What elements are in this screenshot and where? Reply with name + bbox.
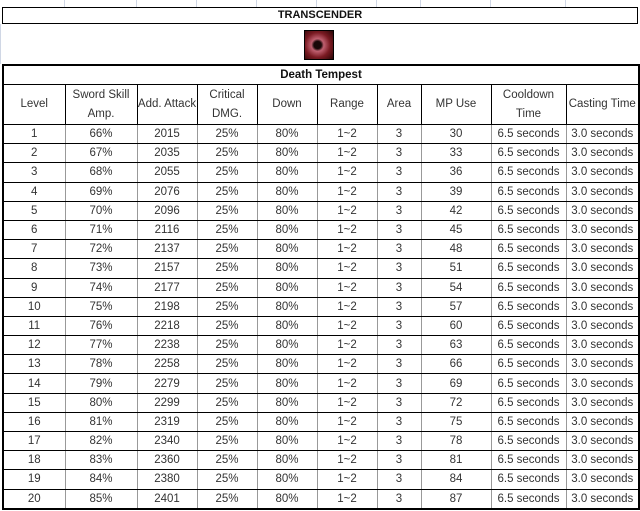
table-cell: 2401 — [137, 489, 197, 509]
table-cell: 78 — [421, 432, 491, 451]
table-cell: 9 — [3, 278, 65, 297]
table-cell: 3 — [377, 489, 421, 509]
table-cell: 25% — [197, 355, 257, 374]
table-cell: 3 — [377, 336, 421, 355]
table-row — [3, 163, 639, 182]
table-cell: 25% — [197, 240, 257, 259]
table-cell: 30 — [421, 125, 491, 144]
table-cell: 80% — [257, 374, 317, 393]
table-cell: 6.5 seconds — [491, 144, 566, 163]
table-cell: 1~2 — [317, 336, 377, 355]
table-cell: 48 — [421, 240, 491, 259]
table-cell: 57 — [421, 297, 491, 316]
column-header: Cooldown Time — [491, 85, 566, 125]
column-header: Sword Skill Amp. — [65, 85, 137, 125]
table-cell: 67% — [65, 144, 137, 163]
table-cell: 3 — [377, 201, 421, 220]
table-cell: 25% — [197, 278, 257, 297]
table-row — [3, 220, 639, 239]
table-cell: 6.5 seconds — [491, 259, 566, 278]
table-cell: 4 — [3, 182, 65, 201]
table-cell: 20 — [3, 489, 65, 509]
table-row — [3, 278, 639, 297]
column-header: Critical DMG. — [197, 85, 257, 125]
table-cell: 69% — [65, 182, 137, 201]
table-cell: 2238 — [137, 336, 197, 355]
table-cell: 6 — [3, 220, 65, 239]
table-cell: 33 — [421, 144, 491, 163]
table-cell: 1~2 — [317, 374, 377, 393]
table-cell: 76% — [65, 316, 137, 335]
table-cell: 2360 — [137, 451, 197, 470]
table-cell: 2096 — [137, 201, 197, 220]
column-header: Area — [377, 85, 421, 125]
table-cell: 3 — [377, 355, 421, 374]
table-cell: 2218 — [137, 316, 197, 335]
table-cell: 80% — [65, 393, 137, 412]
skill-table — [2, 64, 640, 510]
column-headers — [3, 85, 639, 125]
table-cell: 3 — [377, 451, 421, 470]
table-cell: 3.0 seconds — [566, 374, 639, 393]
table-cell: 2319 — [137, 412, 197, 431]
table-cell: 6.5 seconds — [491, 336, 566, 355]
table-cell: 80% — [257, 259, 317, 278]
table-cell: 1~2 — [317, 240, 377, 259]
table-cell: 3 — [377, 278, 421, 297]
table-cell: 1~2 — [317, 144, 377, 163]
table-cell: 3.0 seconds — [566, 432, 639, 451]
table-cell: 80% — [257, 220, 317, 239]
table-cell: 6.5 seconds — [491, 355, 566, 374]
table-cell: 6.5 seconds — [491, 489, 566, 509]
table-row — [3, 125, 639, 144]
table-cell: 6.5 seconds — [491, 316, 566, 335]
table-cell: 6.5 seconds — [491, 412, 566, 431]
table-cell: 1 — [3, 125, 65, 144]
table-row — [3, 144, 639, 163]
table-cell: 25% — [197, 336, 257, 355]
table-cell: 2279 — [137, 374, 197, 393]
table-cell: 3 — [377, 432, 421, 451]
table-cell: 80% — [257, 144, 317, 163]
table-cell: 6.5 seconds — [491, 432, 566, 451]
table-cell: 2055 — [137, 163, 197, 182]
table-cell: 3.0 seconds — [566, 220, 639, 239]
table-cell: 1~2 — [317, 451, 377, 470]
table-cell: 6.5 seconds — [491, 278, 566, 297]
table-cell: 3.0 seconds — [566, 336, 639, 355]
table-cell: 85% — [65, 489, 137, 509]
table-cell: 2137 — [137, 240, 197, 259]
table-cell: 81 — [421, 451, 491, 470]
table-cell: 3.0 seconds — [566, 470, 639, 489]
table-cell: 6.5 seconds — [491, 125, 566, 144]
table-cell: 18 — [3, 451, 65, 470]
table-row — [3, 489, 639, 509]
table-cell: 80% — [257, 451, 317, 470]
table-cell: 3.0 seconds — [566, 316, 639, 335]
table-cell: 6.5 seconds — [491, 297, 566, 316]
table-cell: 3.0 seconds — [566, 393, 639, 412]
table-cell: 6.5 seconds — [491, 451, 566, 470]
table-cell: 12 — [3, 336, 65, 355]
table-cell: 69 — [421, 374, 491, 393]
table-cell: 25% — [197, 316, 257, 335]
table-cell: 25% — [197, 451, 257, 470]
table-cell: 3 — [377, 144, 421, 163]
table-cell: 3.0 seconds — [566, 412, 639, 431]
table-cell: 84% — [65, 470, 137, 489]
table-cell: 75 — [421, 412, 491, 431]
table-cell: 25% — [197, 374, 257, 393]
table-cell: 3.0 seconds — [566, 489, 639, 509]
table-cell: 8 — [3, 259, 65, 278]
table-cell: 80% — [257, 432, 317, 451]
column-header: Add. Attack — [137, 85, 197, 125]
table-cell: 5 — [3, 201, 65, 220]
table-cell: 3 — [377, 470, 421, 489]
table-cell: 1~2 — [317, 316, 377, 335]
table-cell: 2258 — [137, 355, 197, 374]
table-cell: 3 — [377, 220, 421, 239]
death-tempest-skill-icon — [304, 30, 334, 60]
table-cell: 25% — [197, 163, 257, 182]
table-cell: 87 — [421, 489, 491, 509]
table-cell: 7 — [3, 240, 65, 259]
table-cell: 16 — [3, 412, 65, 431]
skill-name: Death Tempest — [3, 65, 639, 85]
table-cell: 1~2 — [317, 220, 377, 239]
table-cell: 3.0 seconds — [566, 125, 639, 144]
table-cell: 1~2 — [317, 182, 377, 201]
table-cell: 3.0 seconds — [566, 278, 639, 297]
table-cell: 1~2 — [317, 432, 377, 451]
column-header: MP Use — [421, 85, 491, 125]
table-cell: 2035 — [137, 144, 197, 163]
table-cell: 25% — [197, 470, 257, 489]
table-cell: 45 — [421, 220, 491, 239]
table-cell: 80% — [257, 240, 317, 259]
table-cell: 2157 — [137, 259, 197, 278]
table-cell: 3.0 seconds — [566, 163, 639, 182]
table-cell: 1~2 — [317, 125, 377, 144]
table-cell: 3.0 seconds — [566, 201, 639, 220]
table-cell: 42 — [421, 201, 491, 220]
table-cell: 1~2 — [317, 355, 377, 374]
table-row — [3, 201, 639, 220]
table-cell: 2299 — [137, 393, 197, 412]
table-cell: 82% — [65, 432, 137, 451]
table-cell: 6.5 seconds — [491, 393, 566, 412]
table-cell: 74% — [65, 278, 137, 297]
table-cell: 39 — [421, 182, 491, 201]
table-cell: 1~2 — [317, 163, 377, 182]
table-cell: 6.5 seconds — [491, 374, 566, 393]
table-row — [3, 470, 639, 489]
table-cell: 2076 — [137, 182, 197, 201]
table-row — [3, 412, 639, 431]
table-cell: 10 — [3, 297, 65, 316]
table-cell: 3 — [377, 374, 421, 393]
table-row — [3, 259, 639, 278]
icon-row — [0, 24, 640, 64]
table-cell: 11 — [3, 316, 65, 335]
table-cell: 80% — [257, 393, 317, 412]
table-cell: 80% — [257, 163, 317, 182]
table-cell: 3 — [377, 163, 421, 182]
table-row — [3, 297, 639, 316]
table-cell: 51 — [421, 259, 491, 278]
table-cell: 1~2 — [317, 278, 377, 297]
table-cell: 2380 — [137, 470, 197, 489]
table-cell: 19 — [3, 470, 65, 489]
table-cell: 25% — [197, 201, 257, 220]
class-title: TRANSCENDER — [2, 7, 638, 24]
table-cell: 2340 — [137, 432, 197, 451]
table-cell: 80% — [257, 355, 317, 374]
table-cell: 66 — [421, 355, 491, 374]
table-cell: 3 — [3, 163, 65, 182]
table-cell: 25% — [197, 182, 257, 201]
table-cell: 79% — [65, 374, 137, 393]
table-cell: 80% — [257, 316, 317, 335]
table-cell: 3 — [377, 393, 421, 412]
table-cell: 3.0 seconds — [566, 144, 639, 163]
table-cell: 3 — [377, 297, 421, 316]
table-cell: 25% — [197, 144, 257, 163]
table-cell: 60 — [421, 316, 491, 335]
table-cell: 25% — [197, 412, 257, 431]
column-header: Casting Time — [566, 85, 639, 125]
table-row — [3, 240, 639, 259]
table-row — [3, 336, 639, 355]
table-cell: 71% — [65, 220, 137, 239]
table-cell: 80% — [257, 278, 317, 297]
level-rows — [3, 125, 639, 509]
table-cell: 80% — [257, 412, 317, 431]
table-cell: 80% — [257, 489, 317, 509]
table-cell: 2 — [3, 144, 65, 163]
table-cell: 25% — [197, 432, 257, 451]
table-cell: 15 — [3, 393, 65, 412]
table-cell: 25% — [197, 297, 257, 316]
column-header: Range — [317, 85, 377, 125]
table-cell: 25% — [197, 489, 257, 509]
table-cell: 25% — [197, 125, 257, 144]
table-cell: 80% — [257, 336, 317, 355]
table-cell: 80% — [257, 297, 317, 316]
table-cell: 6.5 seconds — [491, 163, 566, 182]
table-cell: 2116 — [137, 220, 197, 239]
table-cell: 1~2 — [317, 393, 377, 412]
table-cell: 1~2 — [317, 297, 377, 316]
table-cell: 75% — [65, 297, 137, 316]
table-row — [3, 393, 639, 412]
table-cell: 25% — [197, 259, 257, 278]
table-row — [3, 432, 639, 451]
table-cell: 3 — [377, 412, 421, 431]
table-cell: 3.0 seconds — [566, 259, 639, 278]
table-cell: 6.5 seconds — [491, 220, 566, 239]
table-cell: 70% — [65, 201, 137, 220]
table-cell: 25% — [197, 393, 257, 412]
table-cell: 78% — [65, 355, 137, 374]
table-cell: 6.5 seconds — [491, 182, 566, 201]
table-cell: 2177 — [137, 278, 197, 297]
table-row — [3, 316, 639, 335]
table-row — [3, 355, 639, 374]
table-cell: 3.0 seconds — [566, 240, 639, 259]
table-cell: 83% — [65, 451, 137, 470]
table-cell: 1~2 — [317, 489, 377, 509]
table-cell: 1~2 — [317, 201, 377, 220]
table-cell: 80% — [257, 125, 317, 144]
table-cell: 14 — [3, 374, 65, 393]
table-cell: 1~2 — [317, 259, 377, 278]
table-cell: 63 — [421, 336, 491, 355]
table-cell: 54 — [421, 278, 491, 297]
table-cell: 1~2 — [317, 412, 377, 431]
table-cell: 73% — [65, 259, 137, 278]
table-cell: 3 — [377, 316, 421, 335]
table-cell: 77% — [65, 336, 137, 355]
column-header: Level — [3, 85, 65, 125]
table-cell: 68% — [65, 163, 137, 182]
table-cell: 6.5 seconds — [491, 240, 566, 259]
table-row — [3, 182, 639, 201]
table-cell: 3.0 seconds — [566, 182, 639, 201]
table-cell: 17 — [3, 432, 65, 451]
table-cell: 1~2 — [317, 470, 377, 489]
table-cell: 13 — [3, 355, 65, 374]
table-cell: 84 — [421, 470, 491, 489]
table-cell: 3 — [377, 182, 421, 201]
column-header: Down — [257, 85, 317, 125]
table-cell: 3.0 seconds — [566, 355, 639, 374]
table-cell: 81% — [65, 412, 137, 431]
table-cell: 80% — [257, 182, 317, 201]
table-cell: 3.0 seconds — [566, 451, 639, 470]
table-row — [3, 374, 639, 393]
table-cell: 36 — [421, 163, 491, 182]
table-cell: 6.5 seconds — [491, 470, 566, 489]
table-row — [3, 451, 639, 470]
table-cell: 72 — [421, 393, 491, 412]
table-cell: 3.0 seconds — [566, 297, 639, 316]
table-cell: 80% — [257, 201, 317, 220]
table-cell: 80% — [257, 470, 317, 489]
table-cell: 3 — [377, 240, 421, 259]
table-cell: 66% — [65, 125, 137, 144]
table-cell: 72% — [65, 240, 137, 259]
table-cell: 2015 — [137, 125, 197, 144]
spreadsheet-gridlines — [0, 0, 640, 7]
table-cell: 3 — [377, 125, 421, 144]
table-cell: 2198 — [137, 297, 197, 316]
table-cell: 3 — [377, 259, 421, 278]
table-cell: 25% — [197, 220, 257, 239]
table-cell: 6.5 seconds — [491, 201, 566, 220]
